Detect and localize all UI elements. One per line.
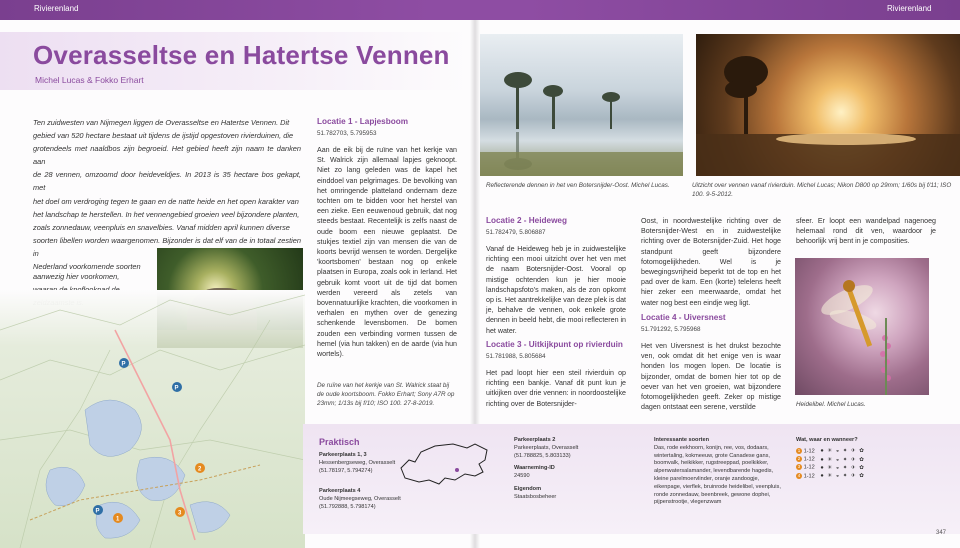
species-info bbox=[654, 437, 784, 507]
location-marker-icon bbox=[175, 507, 185, 517]
parking-4-address: Oude Nijmeegseweg, Overasselt bbox=[319, 495, 401, 502]
parking-1-address: Hessenbergseweg, Overasselt bbox=[319, 459, 396, 466]
parking-1-label: Parkeerplaats 1, 3 bbox=[319, 452, 367, 458]
intro-line: Ten zuidwesten van Nijmegen liggen de Overasseltse en Hatertse Vennen. Dit bbox=[33, 118, 290, 127]
svg-text:P: P bbox=[95, 508, 100, 515]
parking-4-label: Parkeerplaats 4 bbox=[319, 488, 361, 494]
header-right-label: Rivierenland bbox=[887, 4, 932, 13]
species-label: Interessante soorten bbox=[654, 437, 710, 443]
observation-id-value: 24590 bbox=[514, 473, 530, 480]
svg-text:2: 2 bbox=[198, 466, 202, 473]
parking-1-info bbox=[319, 452, 395, 475]
header-left-label: Rivierenland bbox=[34, 4, 79, 13]
intro-line: soorten libellen worden waargenomen. Bijzonder is dat elf van de in totaal zestien in bbox=[33, 235, 301, 258]
map-graphic bbox=[0, 290, 305, 548]
svg-text:P: P bbox=[174, 385, 179, 392]
pool-caption: Reflecterende dennen in het ven Botersnijder-Oost. Michel Lucas. bbox=[486, 182, 670, 189]
ownership-label: Eigendom bbox=[514, 485, 542, 492]
svg-text:3: 3 bbox=[178, 510, 182, 517]
location-2-heading: Locatie 2 - Heideweg bbox=[486, 216, 567, 225]
camera-icon: ● ☀ ◒ ✦ ✈ ✿ bbox=[820, 448, 865, 455]
dragonfly-caption: Heidelibel. Michel Lucas. bbox=[796, 401, 866, 408]
location-3-heading: Locatie 3 - Uitkijkpunt op rivierduin bbox=[486, 340, 623, 349]
pool-photo bbox=[480, 34, 683, 176]
page-number: 347 bbox=[936, 530, 947, 536]
location-4-coordinates: 51.791292, 5.795968 bbox=[641, 326, 701, 333]
location-marker-icon: 1 bbox=[797, 447, 801, 453]
schedule-row bbox=[796, 464, 956, 472]
intro-line: het landschap te herstellen. In het vennengebied groeien veel bijzondere planten, bbox=[33, 209, 300, 219]
dragonfly-icon bbox=[817, 279, 878, 347]
species-list: Das, rode eekhoorn, konijn, ree, vos, dodaars, wintertaling, kokmeeuw, grote Canadese gans, boomvalk, heikikker, rugstreeppad, poelkikker, alpenwatersalamander, levendbarende hagedis, kleine parelmoervlinder, oranje zandoogje, eikenpage, vierflek, bruinrode heidelibel, veenpluis, ronde zonnedauw, beenbreek, gewone dophei, pijpenstrootje, vlegenzwam bbox=[654, 444, 781, 506]
location-marker-icon: 4 bbox=[797, 472, 801, 478]
what-where-when-label: Wat, waar en wanneer? bbox=[796, 437, 858, 443]
location-map bbox=[0, 290, 305, 548]
practical-title: Praktisch bbox=[319, 437, 360, 447]
svg-text:P: P bbox=[121, 361, 126, 368]
location-3-text-continued: Oost, in noordwestelijke richting over de Botersnijder-West en in zuidwestelijke richting over de Botersnijder-Zuid. Het hoge standpunt geeft bijzondere fotomogelijkheden. Wel is je bewegingsvrijheid beperkt tot de top en het pad over de kam. Een (korte) telelens heeft hier zeker een meerwaarde, omdat het water nog best een eindje weg ligt. bbox=[641, 217, 781, 307]
intro-line: grotendeels met naaldbos zijn begroeid. Het gebied heeft zijn naam te danken aan bbox=[33, 144, 301, 167]
location-3-coordinates: 51.781988, 5.805684 bbox=[486, 353, 546, 360]
location-1-heading: Locatie 1 - Lapjesboom bbox=[317, 117, 408, 126]
parking-4-coordinates: (51.792888, 5.798174) bbox=[319, 503, 376, 510]
schedule-months: 1-12 bbox=[803, 456, 815, 463]
location-2-text: Vanaf de Heideweg heb je in zuidwestelijke richting een mooi uitzicht over het ven met de naam Botersnijder-Oost. Vooral op mistige ochtenden kun je hier mooie landschapsfoto's maken, als de zon opkomt op is. Het aantrekkelijke van deze plek is dat je, behalve de vennen, ook enkele grote dennen in beeld hebt, die mooi reflecteren in het water. bbox=[486, 245, 627, 335]
location-4-heading: Locatie 4 - Uiversnest bbox=[641, 313, 726, 322]
intro-line: het doel om verdroging tegen te gaan en de natte heide en het open karakter van bbox=[33, 196, 299, 206]
intro-line: de 28 vennen, omzoomd door heideveldjes. In 2013 is 35 hectare bos gekapt, met bbox=[33, 170, 301, 193]
location-4-text: Het ven Uiversnest is het drukst bezochte ven, ook omdat dit het enige ven is waar honden los mogen lopen. De locatie is bijzonder, omdat de bomen hier tot op de oever van het ven groeien, wat bijzondere fotomogelijkheden geeft. Zeker op mistige dagen ontstaat een serene, verstilde bbox=[641, 342, 781, 412]
location-1-text: Aan de eik bij de ruïne van het kerkje van St. Walrick zijn allemaal lapjes geknoopt. Niet zo lang geleden was de kapel het einddoel van pelgrimages. De bevolking van het omringende platteland ondernam deze tochten om te bidden voor het herstel van een zieke. Een eeuwenoud gebruik, dat nog steeds bestaat. Recentelijk is zelfs naast de oude boom een nieuwe geplaatst. De stukjes textiel zijn van mensen die van de koorts bevrijd wensen te worden. Dergelijke 'koortsbomen' bestaan nog op enkele plaatsen in Europa, zoals ook in Ierland. Het gebruik komt voort uit de tijd dat bomen werden vereerd als zetels van bovennatuurlijke krachten, die voorkomen in verhalen en mythen over de genezing schenkende levensbomen. De bomen zouden een verbinding vormen tussen de hemel (via hun takken) en de aarde (via hun wortels). bbox=[317, 146, 457, 359]
parking-icon bbox=[172, 382, 182, 392]
dragonfly-photo bbox=[795, 258, 929, 395]
article-title: Overasseltse en Hatertse Vennen bbox=[33, 40, 450, 70]
intro-line: aanwezig hier voorkomen, bbox=[33, 272, 120, 281]
location-marker-icon bbox=[195, 463, 205, 473]
location-marker-icon: 3 bbox=[797, 464, 801, 470]
parking-icon bbox=[93, 505, 103, 515]
schedule-months: 1-12 bbox=[803, 448, 815, 455]
location-marker-icon bbox=[113, 513, 123, 523]
what-where-when bbox=[796, 437, 956, 481]
location-3-text: Het pad loopt hier een steil rivierduin op richting een bankje. Vanaf dit punt kun je uitkijken over drie vennen: in noordoostelijke richting over de Botersnijder- bbox=[486, 369, 626, 408]
schedule-months: 1-12 bbox=[803, 464, 815, 471]
intro-line: Nederland voorkomende soorten bbox=[33, 262, 141, 272]
location-1-coordinates: 51.782703, 5.795953 bbox=[317, 130, 377, 137]
observation-id-label: Waarneming-ID bbox=[514, 465, 555, 472]
ownership-value: Staatsbosbeheer bbox=[514, 493, 557, 500]
top-bar bbox=[0, 0, 960, 20]
parking-2-label: Parkeerplaats 2 bbox=[514, 437, 556, 443]
sunrise-photo bbox=[696, 34, 960, 176]
intro-line: zoals zonnedauw, veenpluis en snavelbies. Vanaf midden april kunnen diverse bbox=[33, 222, 290, 232]
bird-icon: ● ☀ ◒ ✦ ✈ ✿ bbox=[820, 456, 865, 463]
schedule-row bbox=[796, 456, 956, 464]
intro-line: gebied van 520 hectare bestaat uit tijdens de ijstijd opgestoven rivierduinen, die bbox=[33, 131, 294, 141]
sunrise-caption: Uitzicht over vennen vanaf rivierduin. Michel Lucas; Nikon D800 op 29mm; 1/60s bij f/11; ISO 100. 9-5-2012. bbox=[692, 182, 952, 198]
ruin-caption: De ruïne van het kerkje van St. Walrick staat bij de oude koortsboom. Fokko Erhart; Sony A7R op 23mm; 1/13s bij f/10; ISO 100. 27-8-2019. bbox=[317, 382, 455, 407]
schedule-row bbox=[796, 448, 956, 456]
netherlands-outline-icon bbox=[395, 438, 495, 488]
svg-text:1: 1 bbox=[116, 516, 120, 523]
parking-2-info bbox=[514, 437, 578, 502]
location-2-coordinates: 51.782479, 5.806887 bbox=[486, 229, 546, 236]
dragonfly-icon: ● ☀ ◒ ✦ ✈ ✿ bbox=[820, 473, 865, 480]
parking-2-coordinates: (51.788825, 5.803133) bbox=[514, 452, 571, 459]
parking-icon bbox=[119, 358, 129, 368]
article-authors: Michel Lucas & Fokko Erhart bbox=[35, 75, 144, 85]
location-4-text-continued: sfeer. Er loopt een wandelpad nagenoeg helemaal rond dit ven, waardoor je behoorlijk vrij bent in je composities. bbox=[796, 217, 936, 246]
schedule-months: 1-12 bbox=[803, 473, 815, 480]
parking-1-coordinates: (51.78197, 5.794274) bbox=[319, 467, 373, 474]
schedule-row bbox=[796, 473, 956, 481]
parking-4-info bbox=[319, 488, 401, 511]
butterfly-icon: ● ☀ ◒ ✦ ✈ ✿ bbox=[820, 464, 865, 471]
parking-2-address: Parkeerplaats, Overasselt bbox=[514, 444, 579, 451]
location-marker-icon: 2 bbox=[797, 456, 801, 462]
